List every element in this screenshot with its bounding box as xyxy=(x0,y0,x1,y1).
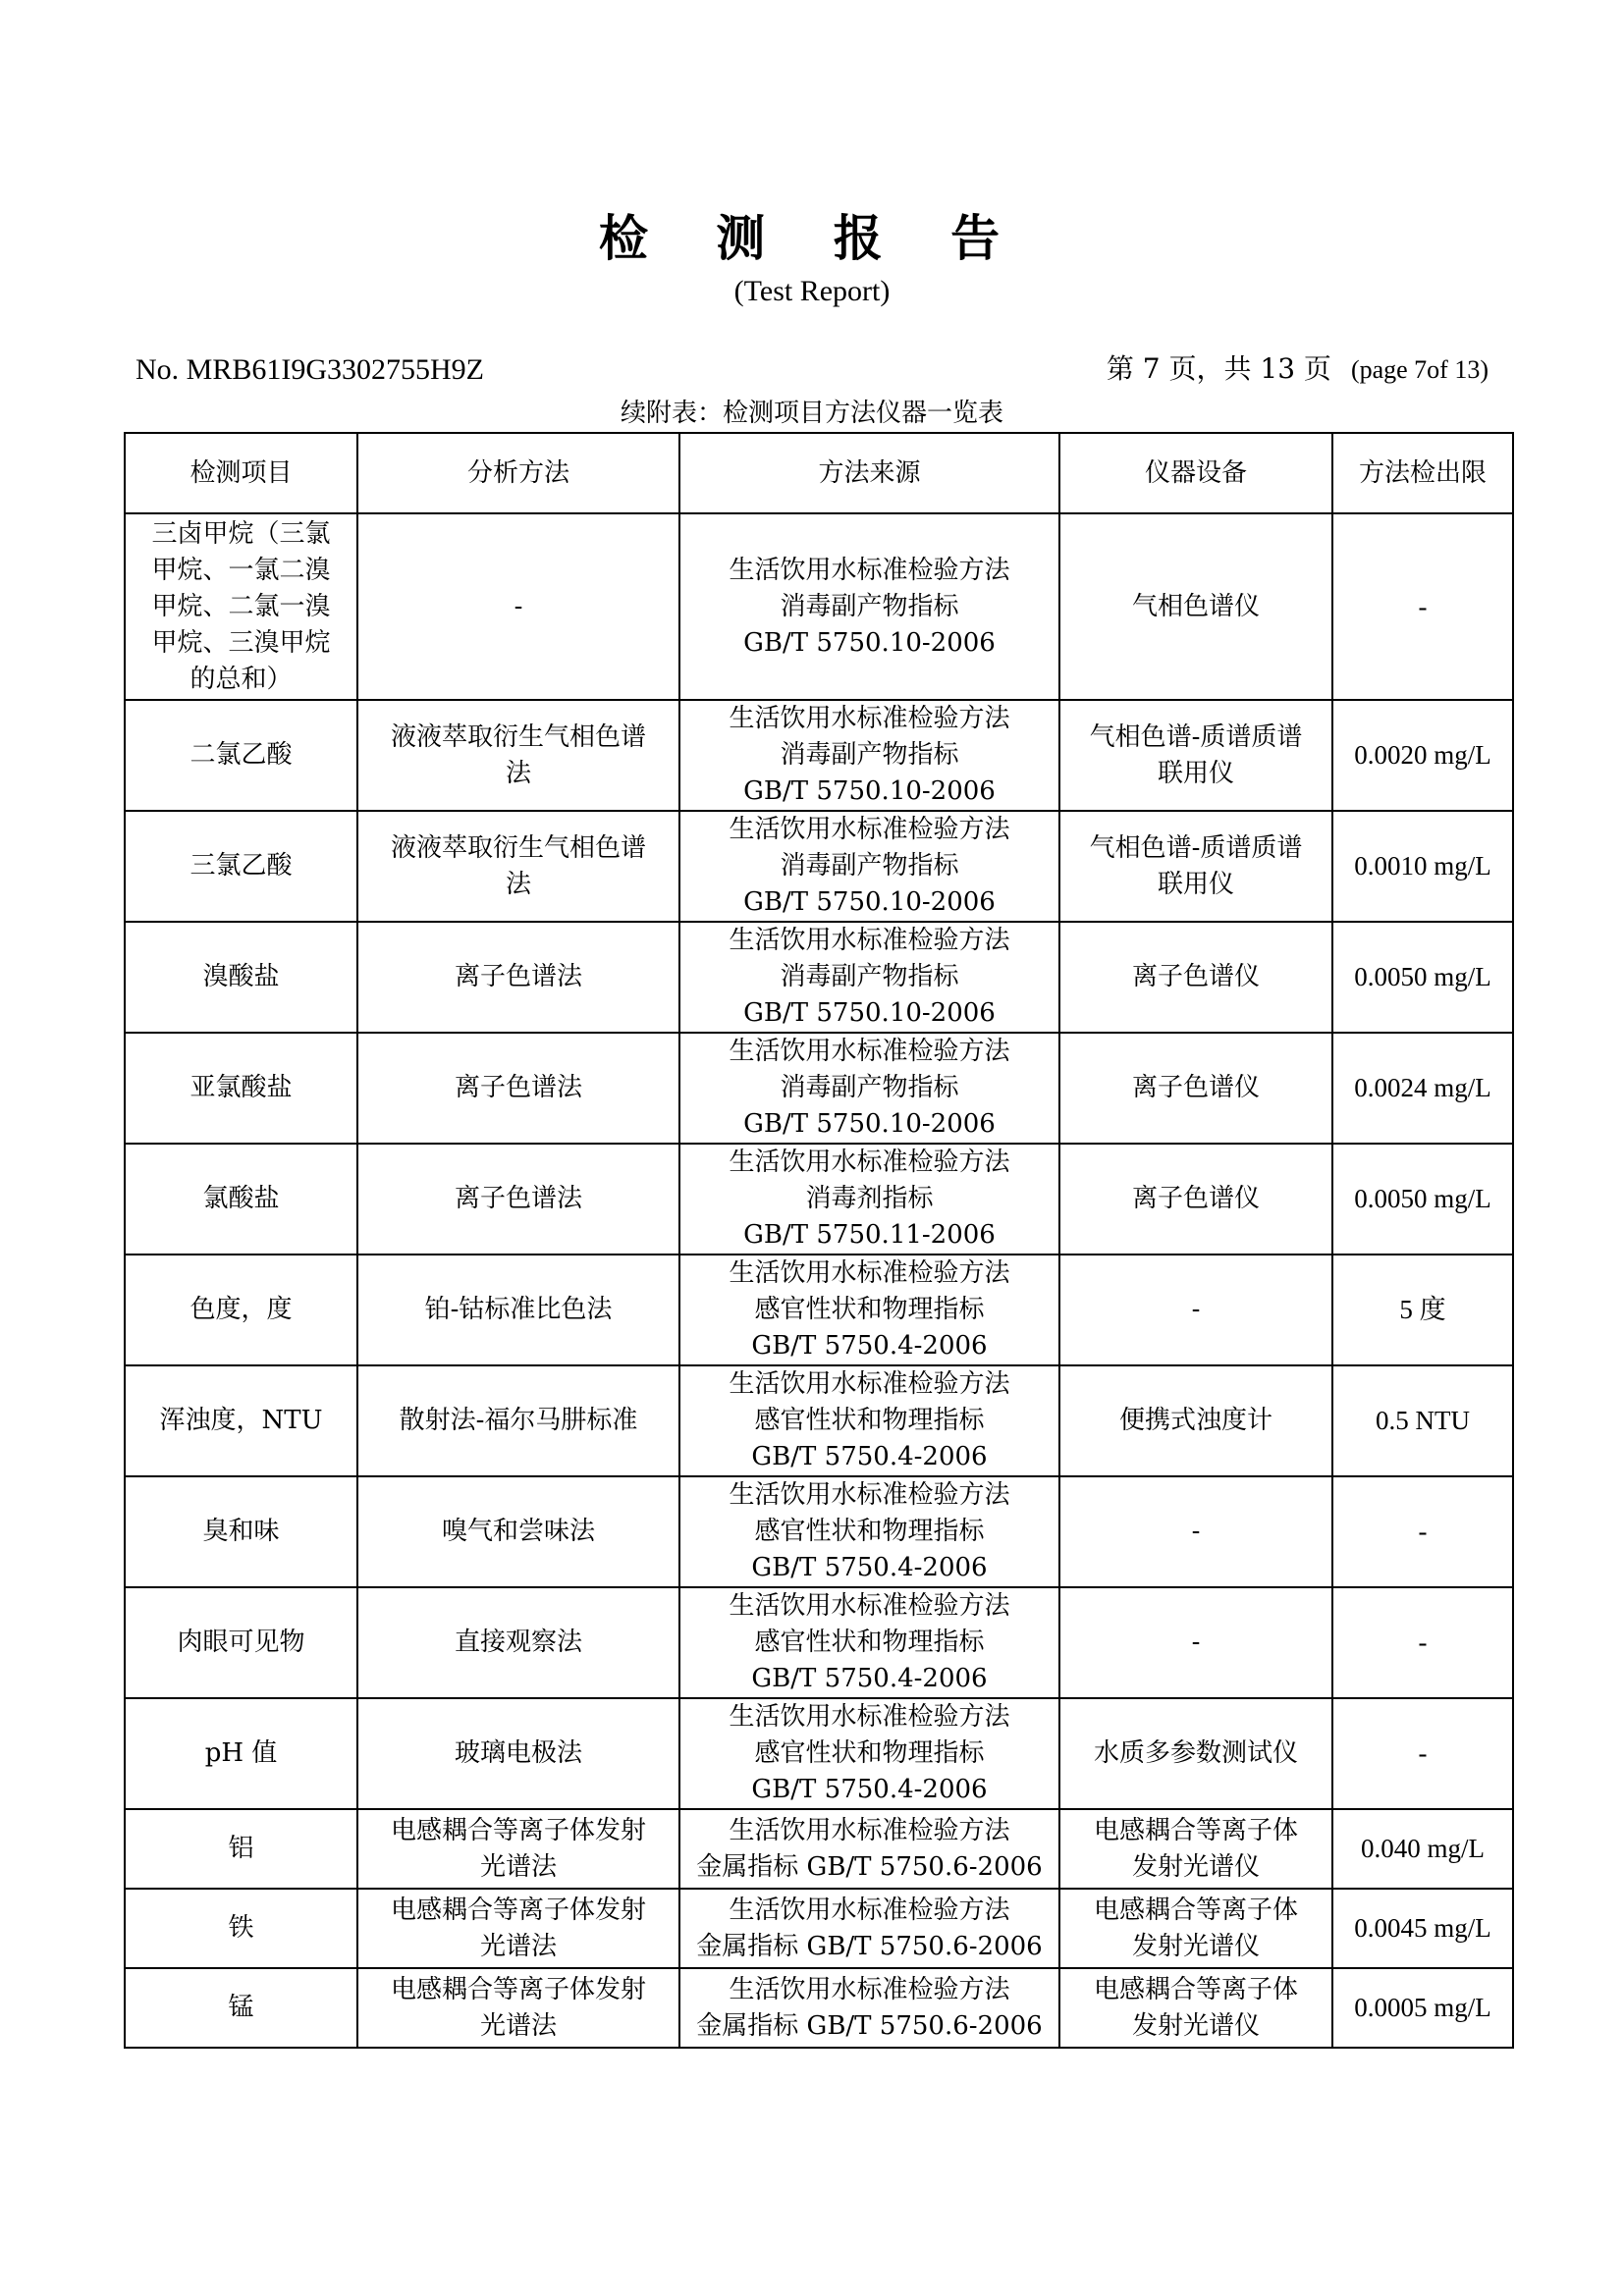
page-indicator-en: (page 7of 13) xyxy=(1350,355,1489,384)
cell-instrument-line: 离子色谱仪 xyxy=(1131,962,1260,991)
cell-item-line: 色度，度 xyxy=(189,1295,293,1324)
cell-method xyxy=(357,1255,679,1365)
cell-source-line: 金属指标 GB/T 5750.6-2006 xyxy=(696,1931,1043,1961)
cell-method-line: 光谱法 xyxy=(479,2010,557,2041)
cell-limit: - xyxy=(1332,1698,1513,1809)
cell-source-line: GB/T 5750.10-2006 xyxy=(743,776,996,806)
table-row xyxy=(125,1255,1513,1365)
cell-method-line: 电感耦合等离子体发射 xyxy=(390,1815,646,1845)
cell-method-line: 散射法-福尔马肼标准 xyxy=(399,1406,638,1435)
cell-source-line: GB/T 5750.10-2006 xyxy=(743,1109,996,1139)
cell-item xyxy=(125,1889,357,1968)
cell-method-line: 嗅气和尝味法 xyxy=(441,1517,595,1546)
cell-item-line: 甲烷、二氯一溴 xyxy=(151,591,331,621)
cell-source-line: GB/T 5750.4-2006 xyxy=(751,1331,988,1361)
cell-source-line: 生活饮用水标准检验方法 xyxy=(729,1702,1010,1732)
cell-instrument-line: 便携式浊度计 xyxy=(1118,1406,1272,1435)
cell-instrument-line: 发射光谱仪 xyxy=(1131,1851,1260,1882)
cell-source-line: GB/T 5750.10-2006 xyxy=(743,627,996,658)
cell-source xyxy=(679,922,1059,1033)
cell-method-line: 离子色谱法 xyxy=(454,962,582,991)
cell-instrument xyxy=(1059,1889,1332,1968)
cell-source-line: GB/T 5750.10-2006 xyxy=(743,998,996,1028)
cell-method-line: 光谱法 xyxy=(479,1931,557,1961)
cell-item xyxy=(125,811,357,922)
cell-source-line: 消毒副产物指标 xyxy=(780,740,959,770)
cell-limit: 0.0020 mg/L xyxy=(1332,700,1513,811)
cell-item-line: 亚氯酸盐 xyxy=(189,1073,293,1102)
cell-item-line: 二氯乙酸 xyxy=(189,740,293,770)
cell-instrument xyxy=(1059,1476,1332,1587)
cell-limit: 0.5 NTU xyxy=(1332,1365,1513,1476)
table-row xyxy=(125,1968,1513,2048)
table-row xyxy=(125,922,1513,1033)
cell-instrument-line: 气相色谱-质谱质谱 xyxy=(1089,721,1303,752)
cell-item xyxy=(125,922,357,1033)
cell-instrument-line: 联用仪 xyxy=(1157,869,1234,899)
table-row xyxy=(125,1889,1513,1968)
report-subtitle: (Test Report) xyxy=(733,275,891,307)
cell-method-line: 电感耦合等离子体发射 xyxy=(390,1895,646,1925)
cell-source-line: 生活饮用水标准检验方法 xyxy=(729,555,1010,585)
cell-instrument xyxy=(1059,1587,1332,1698)
cell-source-line: 感官性状和物理指标 xyxy=(754,1628,985,1657)
cell-source-line: GB/T 5750.4-2006 xyxy=(751,1442,988,1471)
cell-method-line: 玻璃电极法 xyxy=(454,1738,582,1768)
cell-source-line: 金属指标 GB/T 5750.6-2006 xyxy=(696,1851,1043,1882)
cell-item xyxy=(125,1587,357,1698)
cell-method-line: 离子色谱法 xyxy=(454,1073,582,1102)
cell-source-line: GB/T 5750.11-2006 xyxy=(743,1220,996,1250)
cell-instrument xyxy=(1059,1255,1332,1365)
cell-method-line: 离子色谱法 xyxy=(454,1184,582,1213)
column-header-instrument: 仪器设备 xyxy=(1059,433,1332,513)
cell-method xyxy=(357,811,679,922)
cell-item xyxy=(125,1144,357,1255)
cell-method xyxy=(357,1476,679,1587)
cell-source-line: 生活饮用水标准检验方法 xyxy=(729,1480,1010,1510)
cell-limit: 0.0010 mg/L xyxy=(1332,811,1513,922)
cell-item xyxy=(125,1033,357,1144)
cell-source xyxy=(679,1365,1059,1476)
page-indicator-cn: 第 7 页，共 13 页 xyxy=(1106,352,1331,385)
cell-limit: 0.0050 mg/L xyxy=(1332,922,1513,1033)
table-header-row xyxy=(125,433,1513,513)
column-header-source: 方法来源 xyxy=(679,433,1059,513)
cell-limit: 0.0005 mg/L xyxy=(1332,1968,1513,2048)
cell-item xyxy=(125,1476,357,1587)
cell-instrument-line: 离子色谱仪 xyxy=(1131,1184,1260,1213)
cell-source-line: 金属指标 GB/T 5750.6-2006 xyxy=(696,2010,1043,2041)
cell-method xyxy=(357,1587,679,1698)
cell-instrument-line: 气相色谱仪 xyxy=(1131,591,1260,621)
table-row xyxy=(125,1144,1513,1255)
cell-source-line: 生活饮用水标准检验方法 xyxy=(729,1258,1010,1288)
cell-item-line: 三卤甲烷（三氯 xyxy=(151,518,331,549)
cell-method xyxy=(357,513,679,700)
cell-source xyxy=(679,1033,1059,1144)
cell-source xyxy=(679,700,1059,811)
cell-limit: - xyxy=(1332,513,1513,700)
table-caption: 续附表：检测项目方法仪器一览表 xyxy=(620,399,1003,428)
cell-instrument-line: 发射光谱仪 xyxy=(1131,2010,1260,2041)
table-body xyxy=(125,513,1513,2048)
cell-item-line: 锰 xyxy=(228,1993,254,2022)
cell-method xyxy=(357,1889,679,1968)
cell-method xyxy=(357,1033,679,1144)
cell-limit: 0.0050 mg/L xyxy=(1332,1144,1513,1255)
cell-method-line: - xyxy=(514,591,523,621)
cell-source-line: 消毒副产物指标 xyxy=(780,962,959,991)
cell-item-line: 三氯乙酸 xyxy=(189,851,293,881)
cell-instrument xyxy=(1059,1698,1332,1809)
table-row xyxy=(125,700,1513,811)
cell-instrument xyxy=(1059,1144,1332,1255)
cell-item xyxy=(125,1365,357,1476)
cell-source-line: GB/T 5750.4-2006 xyxy=(751,1664,988,1693)
cell-source-line: 生活饮用水标准检验方法 xyxy=(729,1974,1010,2004)
cell-item-line: 铁 xyxy=(228,1913,254,1943)
cell-instrument-line: 离子色谱仪 xyxy=(1131,1073,1260,1102)
cell-source xyxy=(679,1698,1059,1809)
cell-instrument xyxy=(1059,811,1332,922)
cell-method xyxy=(357,1968,679,2048)
cell-instrument-line: 电感耦合等离子体 xyxy=(1093,1895,1298,1925)
cell-method-line: 法 xyxy=(505,869,531,899)
page-indicator xyxy=(1106,352,1489,385)
cell-source-line: 感官性状和物理指标 xyxy=(754,1738,985,1768)
cell-method-line: 电感耦合等离子体发射 xyxy=(390,1974,646,2004)
cell-limit: 0.0045 mg/L xyxy=(1332,1889,1513,1968)
cell-instrument xyxy=(1059,1968,1332,2048)
cell-source-line: GB/T 5750.10-2006 xyxy=(743,887,996,917)
cell-instrument-line: 电感耦合等离子体 xyxy=(1093,1815,1298,1845)
cell-source xyxy=(679,1476,1059,1587)
table-row xyxy=(125,811,1513,922)
cell-method xyxy=(357,1365,679,1476)
cell-source xyxy=(679,1968,1059,2048)
cell-instrument-line: 水质多参数测试仪 xyxy=(1093,1738,1298,1768)
cell-source-line: 生活饮用水标准检验方法 xyxy=(729,815,1010,844)
cell-source xyxy=(679,811,1059,922)
cell-item-line: pH 值 xyxy=(204,1738,278,1768)
cell-source-line: 生活饮用水标准检验方法 xyxy=(729,1148,1010,1177)
cell-method-line: 液液萃取衍生气相色谱 xyxy=(390,721,646,752)
cell-source xyxy=(679,1144,1059,1255)
column-header-item: 检测项目 xyxy=(125,433,357,513)
cell-source-line: 生活饮用水标准检验方法 xyxy=(729,1037,1010,1066)
cell-method-line: 直接观察法 xyxy=(454,1628,582,1657)
cell-limit: 5 度 xyxy=(1332,1255,1513,1365)
cell-source-line: 感官性状和物理指标 xyxy=(754,1295,985,1324)
table-row xyxy=(125,1476,1513,1587)
cell-instrument-line: 电感耦合等离子体 xyxy=(1093,1974,1298,2004)
cell-instrument-line: 联用仪 xyxy=(1157,758,1234,788)
cell-item-line: 的总和） xyxy=(189,664,293,694)
cell-item-line: 浑浊度，NTU xyxy=(159,1406,323,1435)
cell-method-line: 光谱法 xyxy=(479,1851,557,1882)
cell-instrument xyxy=(1059,1033,1332,1144)
cell-instrument-line: 发射光谱仪 xyxy=(1131,1931,1260,1961)
cell-source-line: 消毒副产物指标 xyxy=(780,851,959,881)
cell-item-line: 溴酸盐 xyxy=(202,962,280,991)
methods-table xyxy=(124,432,1514,2049)
cell-limit: - xyxy=(1332,1587,1513,1698)
cell-item-line: 甲烷、三溴甲烷 xyxy=(151,627,331,658)
cell-source-line: 感官性状和物理指标 xyxy=(754,1517,985,1546)
cell-instrument-line: 气相色谱-质谱质谱 xyxy=(1089,832,1303,863)
cell-source-line: 生活饮用水标准检验方法 xyxy=(729,1815,1010,1845)
cell-instrument xyxy=(1059,700,1332,811)
cell-method xyxy=(357,1809,679,1889)
cell-method-line: 法 xyxy=(505,758,531,788)
cell-source xyxy=(679,1889,1059,1968)
cell-instrument-line: - xyxy=(1191,1628,1201,1657)
cell-instrument xyxy=(1059,922,1332,1033)
cell-method-line: 铂-钴标准比色法 xyxy=(424,1295,613,1324)
table-row xyxy=(125,1033,1513,1144)
cell-limit: - xyxy=(1332,1476,1513,1587)
cell-source-line: GB/T 5750.4-2006 xyxy=(751,1553,988,1582)
cell-source-line: 生活饮用水标准检验方法 xyxy=(729,1895,1010,1925)
cell-method-line: 液液萃取衍生气相色谱 xyxy=(390,832,646,863)
report-number: No. MRB61I9G3302755H9Z xyxy=(135,353,485,386)
table-row xyxy=(125,513,1513,700)
cell-method xyxy=(357,700,679,811)
cell-source-line: 消毒副产物指标 xyxy=(780,1073,959,1102)
cell-instrument xyxy=(1059,513,1332,700)
cell-instrument xyxy=(1059,1809,1332,1889)
table-row xyxy=(125,1587,1513,1698)
cell-limit: 0.0024 mg/L xyxy=(1332,1033,1513,1144)
cell-source xyxy=(679,1255,1059,1365)
cell-limit: 0.040 mg/L xyxy=(1332,1809,1513,1889)
cell-item xyxy=(125,1968,357,2048)
cell-method xyxy=(357,1144,679,1255)
cell-source-line: 消毒剂指标 xyxy=(805,1184,934,1213)
cell-source-line: 生活饮用水标准检验方法 xyxy=(729,926,1010,955)
cell-item xyxy=(125,1255,357,1365)
cell-source xyxy=(679,1587,1059,1698)
cell-instrument xyxy=(1059,1365,1332,1476)
table-row xyxy=(125,1698,1513,1809)
cell-source xyxy=(679,513,1059,700)
column-header-method: 分析方法 xyxy=(357,433,679,513)
cell-source-line: 生活饮用水标准检验方法 xyxy=(729,1369,1010,1399)
cell-item xyxy=(125,513,357,700)
cell-item-line: 铝 xyxy=(228,1834,254,1863)
table-row xyxy=(125,1809,1513,1889)
table-row xyxy=(125,1365,1513,1476)
cell-item-line: 氯酸盐 xyxy=(202,1184,280,1213)
cell-item-line: 甲烷、一氯二溴 xyxy=(151,555,331,585)
column-header-limit: 方法检出限 xyxy=(1332,433,1513,513)
cell-source-line: 生活饮用水标准检验方法 xyxy=(729,1591,1010,1621)
cell-item xyxy=(125,1698,357,1809)
cell-method xyxy=(357,922,679,1033)
cell-source-line: 感官性状和物理指标 xyxy=(754,1406,985,1435)
cell-item xyxy=(125,1809,357,1889)
cell-item xyxy=(125,700,357,811)
cell-source-line: 生活饮用水标准检验方法 xyxy=(729,704,1010,733)
cell-instrument-line: - xyxy=(1191,1295,1201,1324)
cell-source-line: 消毒副产物指标 xyxy=(780,591,959,621)
cell-source xyxy=(679,1809,1059,1889)
cell-item-line: 肉眼可见物 xyxy=(177,1628,305,1657)
cell-item-line: 臭和味 xyxy=(202,1517,280,1546)
cell-method xyxy=(357,1698,679,1809)
cell-instrument-line: - xyxy=(1191,1517,1201,1546)
report-title: 检 测 报 告 xyxy=(598,209,1026,267)
cell-source-line: GB/T 5750.4-2006 xyxy=(751,1775,988,1804)
